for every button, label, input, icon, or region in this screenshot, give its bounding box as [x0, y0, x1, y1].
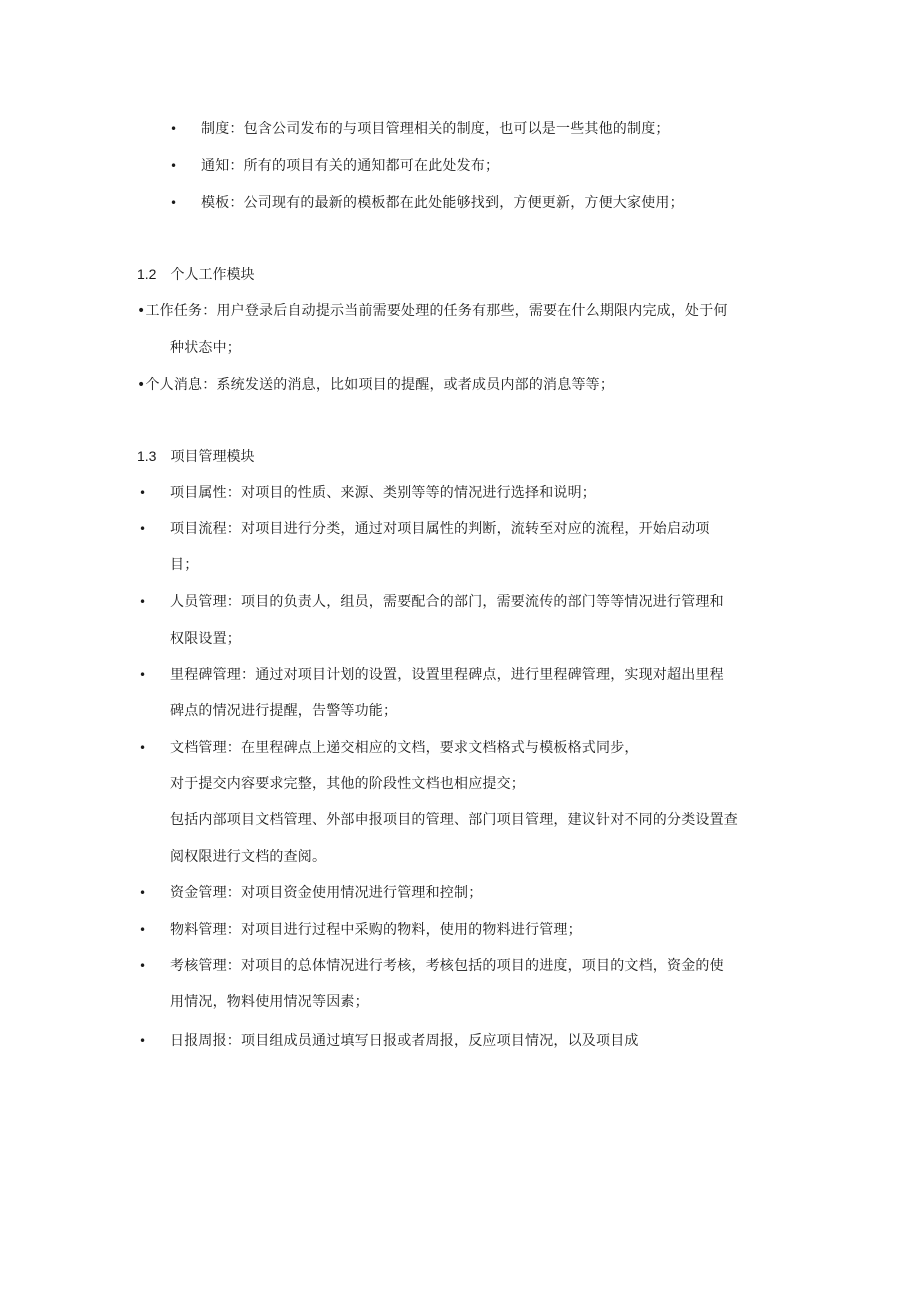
list-item-assessment-cont: 用情况，物料使用情况等因素； [170, 994, 369, 1010]
section-number: 1.3 [137, 448, 157, 464]
section-number: 1.2 [137, 266, 157, 282]
bullet-marker: • [139, 1034, 147, 1048]
list-item-staff-management: 人员管理：项目的负责人，组员，需要配合的部门，需要流传的部门等等情况进行管理和 [170, 594, 724, 610]
section-title: 个人工作模块 [170, 267, 255, 283]
bullet-marker: • [139, 522, 147, 536]
bullet-marker: • [139, 595, 147, 609]
list-item-milestone-cont: 碑点的情况进行提醒，告警等功能； [170, 703, 398, 719]
list-item-system: 制度：包含公司发布的与项目管理相关的制度，也可以是一些其他的制度； [201, 121, 670, 137]
bullet-marker: • [170, 159, 178, 173]
list-item-project-flow: 项目流程：对项目进行分类，通过对项目属性的判断，流转至对应的流程，开始启动项 [170, 521, 710, 537]
list-item-materials: 物料管理：对项目进行过程中采购的物料，使用的物料进行管理； [170, 922, 582, 938]
bullet-marker: • [139, 668, 147, 682]
list-item-notice: 通知：所有的项目有关的通知都可在此处发布； [201, 158, 500, 174]
list-item-document-cont-2: 包括内部项目文档管理、外部申报项目的管理、部门项目管理，建议针对不同的分类设置查 [170, 812, 738, 828]
list-item-project-flow-cont: 目； [170, 557, 199, 573]
list-item-funds: 资金管理：对项目资金使用情况进行管理和控制； [170, 885, 483, 901]
list-item-work-task: •工作任务：用户登录后自动提示当前需要处理的任务有那些，需要在什么期限内完成，处于何 [137, 303, 728, 319]
bullet-marker: • [139, 923, 147, 937]
list-item-daily-weekly-report: 日报周报：项目组成员通过填写日报或者周报，反应项目情况，以及项目成 [170, 1033, 639, 1049]
list-item-milestone: 里程碑管理：通过对项目计划的设置，设置里程碑点，进行里程碑管理，实现对超出里程 [170, 667, 724, 683]
list-item-document-cont-1: 对于提交内容要求完整，其他的阶段性文档也相应提交； [170, 776, 525, 792]
bullet-marker: • [170, 122, 178, 136]
list-item-assessment: 考核管理：对项目的总体情况进行考核，考核包括的项目的进度，项目的文档，资金的使 [170, 958, 724, 974]
bullet-marker: • [139, 886, 147, 900]
list-item-document: 文档管理：在里程碑点上递交相应的文档，要求文档格式与模板格式同步， [170, 740, 639, 756]
list-item-work-task-cont: 种状态中； [170, 340, 241, 356]
section-heading-1-2 [137, 265, 254, 284]
bullet-marker: • [139, 486, 147, 500]
section-heading-1-3 [137, 447, 254, 466]
bullet-marker: • [170, 196, 178, 210]
list-item-personal-message: •个人消息：系统发送的消息，比如项目的提醒，或者成员内部的消息等等； [137, 377, 615, 393]
bullet-marker: • [139, 741, 147, 755]
bullet-marker: • [139, 959, 147, 973]
list-item-document-cont-3: 阅权限进行文档的查阅。 [170, 849, 327, 865]
list-item-project-attribute: 项目属性：对项目的性质、来源、类别等等的情况进行选择和说明； [170, 485, 596, 501]
section-title: 项目管理模块 [170, 449, 255, 465]
list-item-template: 模板：公司现有的最新的模板都在此处能够找到，方便更新，方便大家使用； [201, 195, 684, 211]
list-item-staff-management-cont: 权限设置； [170, 631, 241, 647]
